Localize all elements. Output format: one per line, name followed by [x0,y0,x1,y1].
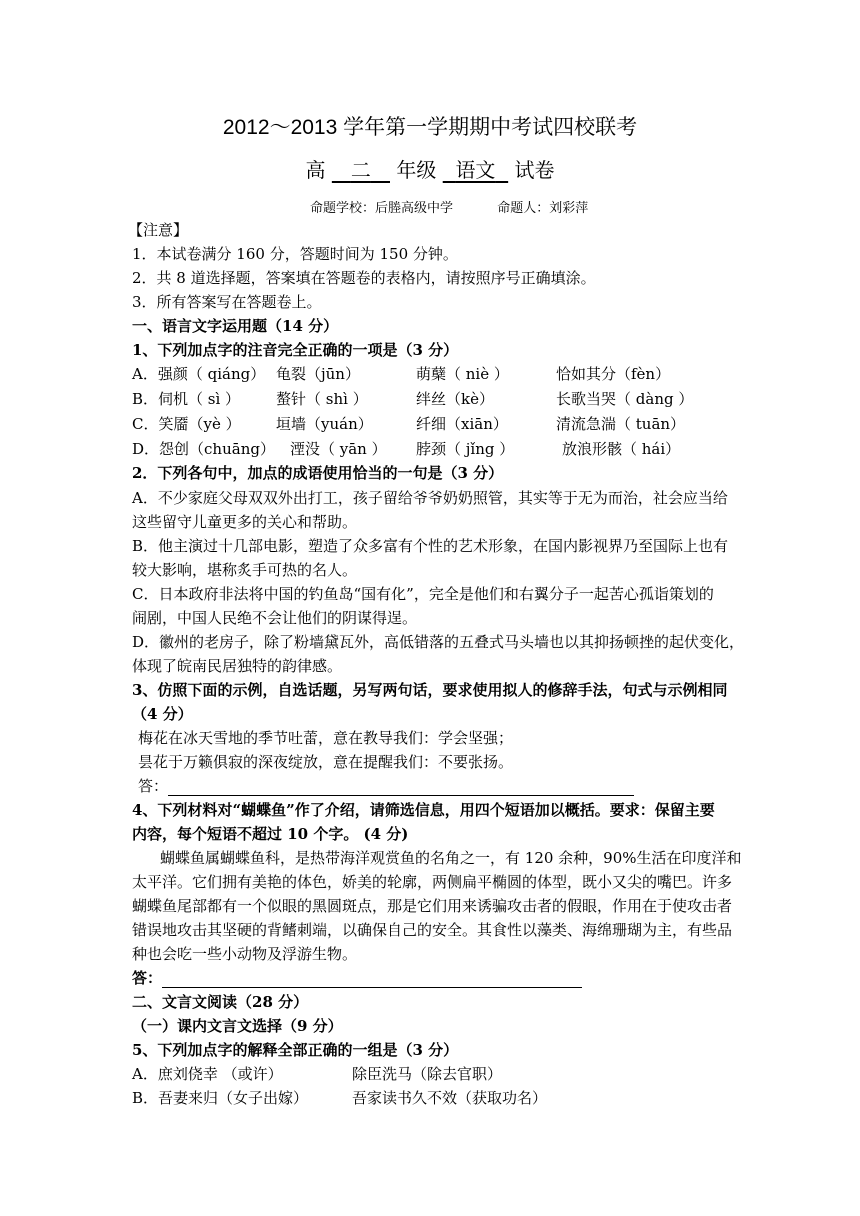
q1-stem: 1、下列加点字的注音完全正确的一项是（3 分） [132,341,459,359]
byline-author: 命题人：刘彩萍 [497,201,589,216]
q2-option-d-cont: 体现了皖南民居独特的韵律感。 [132,657,343,675]
q2-option-a-cont: 这些留守儿童更多的关心和帮助。 [132,513,358,531]
q1-option: 长歌当哭（ dàng ） [556,390,694,408]
byline [310,199,588,219]
byline-school: 命题学校：后塍高级中学 [310,201,454,216]
q1-option: 龟裂（jūn） [276,365,360,383]
q2-option-a: A．不少家庭父母双双外出打工，孩子留给爷爷奶奶照管，其实等于无为而治，社会应当给 [132,489,728,507]
q3-answer-blank[interactable] [168,779,634,796]
q5-stem: 5、下列加点字的解释全部正确的一组是（3 分） [132,1041,459,1059]
q4-passage: 蝴蝶鱼属蝴蝶鱼科，是热带海洋观赏鱼的名角之一，有 120 余种，90%生活在印度洋和 [160,849,742,867]
q5-option: B．吾妻来归（女子出嫁） [132,1089,309,1107]
q1-option: 纤细（xiān） [416,415,508,433]
q4-answer-label: 答： [132,969,163,987]
q4-passage: 蝴蝶鱼尾部都有一个似眼的黑圆斑点，那是它们用来诱骗攻击者的假眼，作用在于使攻击者 [132,897,733,915]
q3-answer-label: 答： [138,777,169,795]
q2-option-c: C．日本政府非法将中国的钓鱼岛“国有化”，完全是他们和右翼分子一起苦心孤诣策划的 [132,585,714,603]
section2-heading: 二、文言文阅读（28 分） [132,993,309,1011]
q3-answer-line [138,776,634,796]
grade-prefix: 高 [305,158,326,182]
q1-option: 萌蘖（ niè ） [416,365,509,383]
q1-option: 湮没（ yān ） [290,440,387,458]
q4-stem-cont: 内容，每个短语不超过 10 个字。 (4 分) [132,825,409,843]
q1-option: A．强颜（ qiáng） [132,365,266,383]
section2-sub-heading: （一）课内文言文选择（9 分） [132,1017,343,1035]
q4-passage: 种也会吃一些小动物及浮游生物。 [132,945,358,963]
q4-stem: 4、下列材料对“蝴蝶鱼”作了介绍，请筛选信息，用四个短语加以概括。要求：保留主要 [132,801,715,819]
subject: 语文 [455,158,496,182]
exam-subtitle [0,160,860,180]
q1-option: 脖颈（ jǐng ） [416,440,515,458]
q5-option: 吾家读书久不效（获取功名） [352,1089,548,1107]
q3-example: 梅花在冰天雪地的季节吐蕾，意在教导我们：学会坚强； [138,729,514,747]
q1-option: 恰如其分（fèn） [556,365,671,383]
section1-heading: 一、语言文字运用题（14 分） [132,317,339,335]
notice-item: 3．所有答案写在答题卷上。 [132,293,322,311]
q1-option: C．笑靥（yè ） [132,415,241,433]
q2-stem: 2．下列各句中，加点的成语使用恰当的一句是（3 分） [132,464,504,482]
q4-answer-line [132,968,582,988]
q4-passage: 错误地攻击其坚硬的背鳍刺端，以确保自己的安全。其食性以藻类、海绵珊瑚为主，有些品 [132,921,733,939]
q1-option: 螯针（ shì ） [276,390,368,408]
q1-option: 放浪形骸（ hái） [562,440,681,458]
q3-stem-cont: （4 分） [132,705,193,723]
exam-suffix: 试卷 [514,158,555,182]
notice-item: 2．共 8 道选择题，答案填在答题卷的表格内，请按照序号正确填涂。 [132,269,596,287]
q1-option: 垣墙（yuán） [276,415,373,433]
q4-answer-blank[interactable] [162,971,582,988]
exam-title: 2012～2013 学年第一学期期中考试四校联考 [222,116,638,139]
q2-option-d: D．徽州的老房子，除了粉墙黛瓦外，高低错落的五叠式马头墙也以其抑扬顿挫的起伏变化， [132,633,745,651]
q3-stem: 3、仿照下面的示例，自选话题，另写两句话，要求使用拟人的修辞手法，句式与示例相同 [132,681,728,699]
notice-item: 1．本试卷满分 160 分，答题时间为 150 分钟。 [132,245,458,263]
notice-heading: 【注意】 [128,221,189,239]
q5-option: A．庶刘侥幸 （或许） [132,1065,283,1083]
q4-passage: 太平洋。它们拥有美艳的体色，娇美的轮廓，两侧扁平椭圆的体型，既小又尖的嘴巴。许多 [132,873,733,891]
q1-option: B．伺机（ sì ） [132,390,241,408]
q1-option: 清流急湍（ tuān） [556,415,686,433]
grade-value: 二 [350,158,371,182]
q5-option: 除臣洗马（除去官职） [352,1065,503,1083]
grade-label: 年级 [396,158,437,182]
q2-option-c-cont: 闹剧，中国人民绝不会让他们的阴谋得逞。 [132,609,418,627]
q1-option: 绊丝（kè） [416,390,494,408]
q2-option-b: B．他主演过十几部电影，塑造了众多富有个性的艺术形象，在国内影视界乃至国际上也有 [132,537,729,555]
q1-option: D．怨创（chuāng） [132,440,275,458]
q2-option-b-cont: 较大影响，堪称炙手可热的名人。 [132,561,358,579]
q3-example: 昙花于万籁俱寂的深夜绽放，意在提醒我们：不要张扬。 [138,753,514,771]
